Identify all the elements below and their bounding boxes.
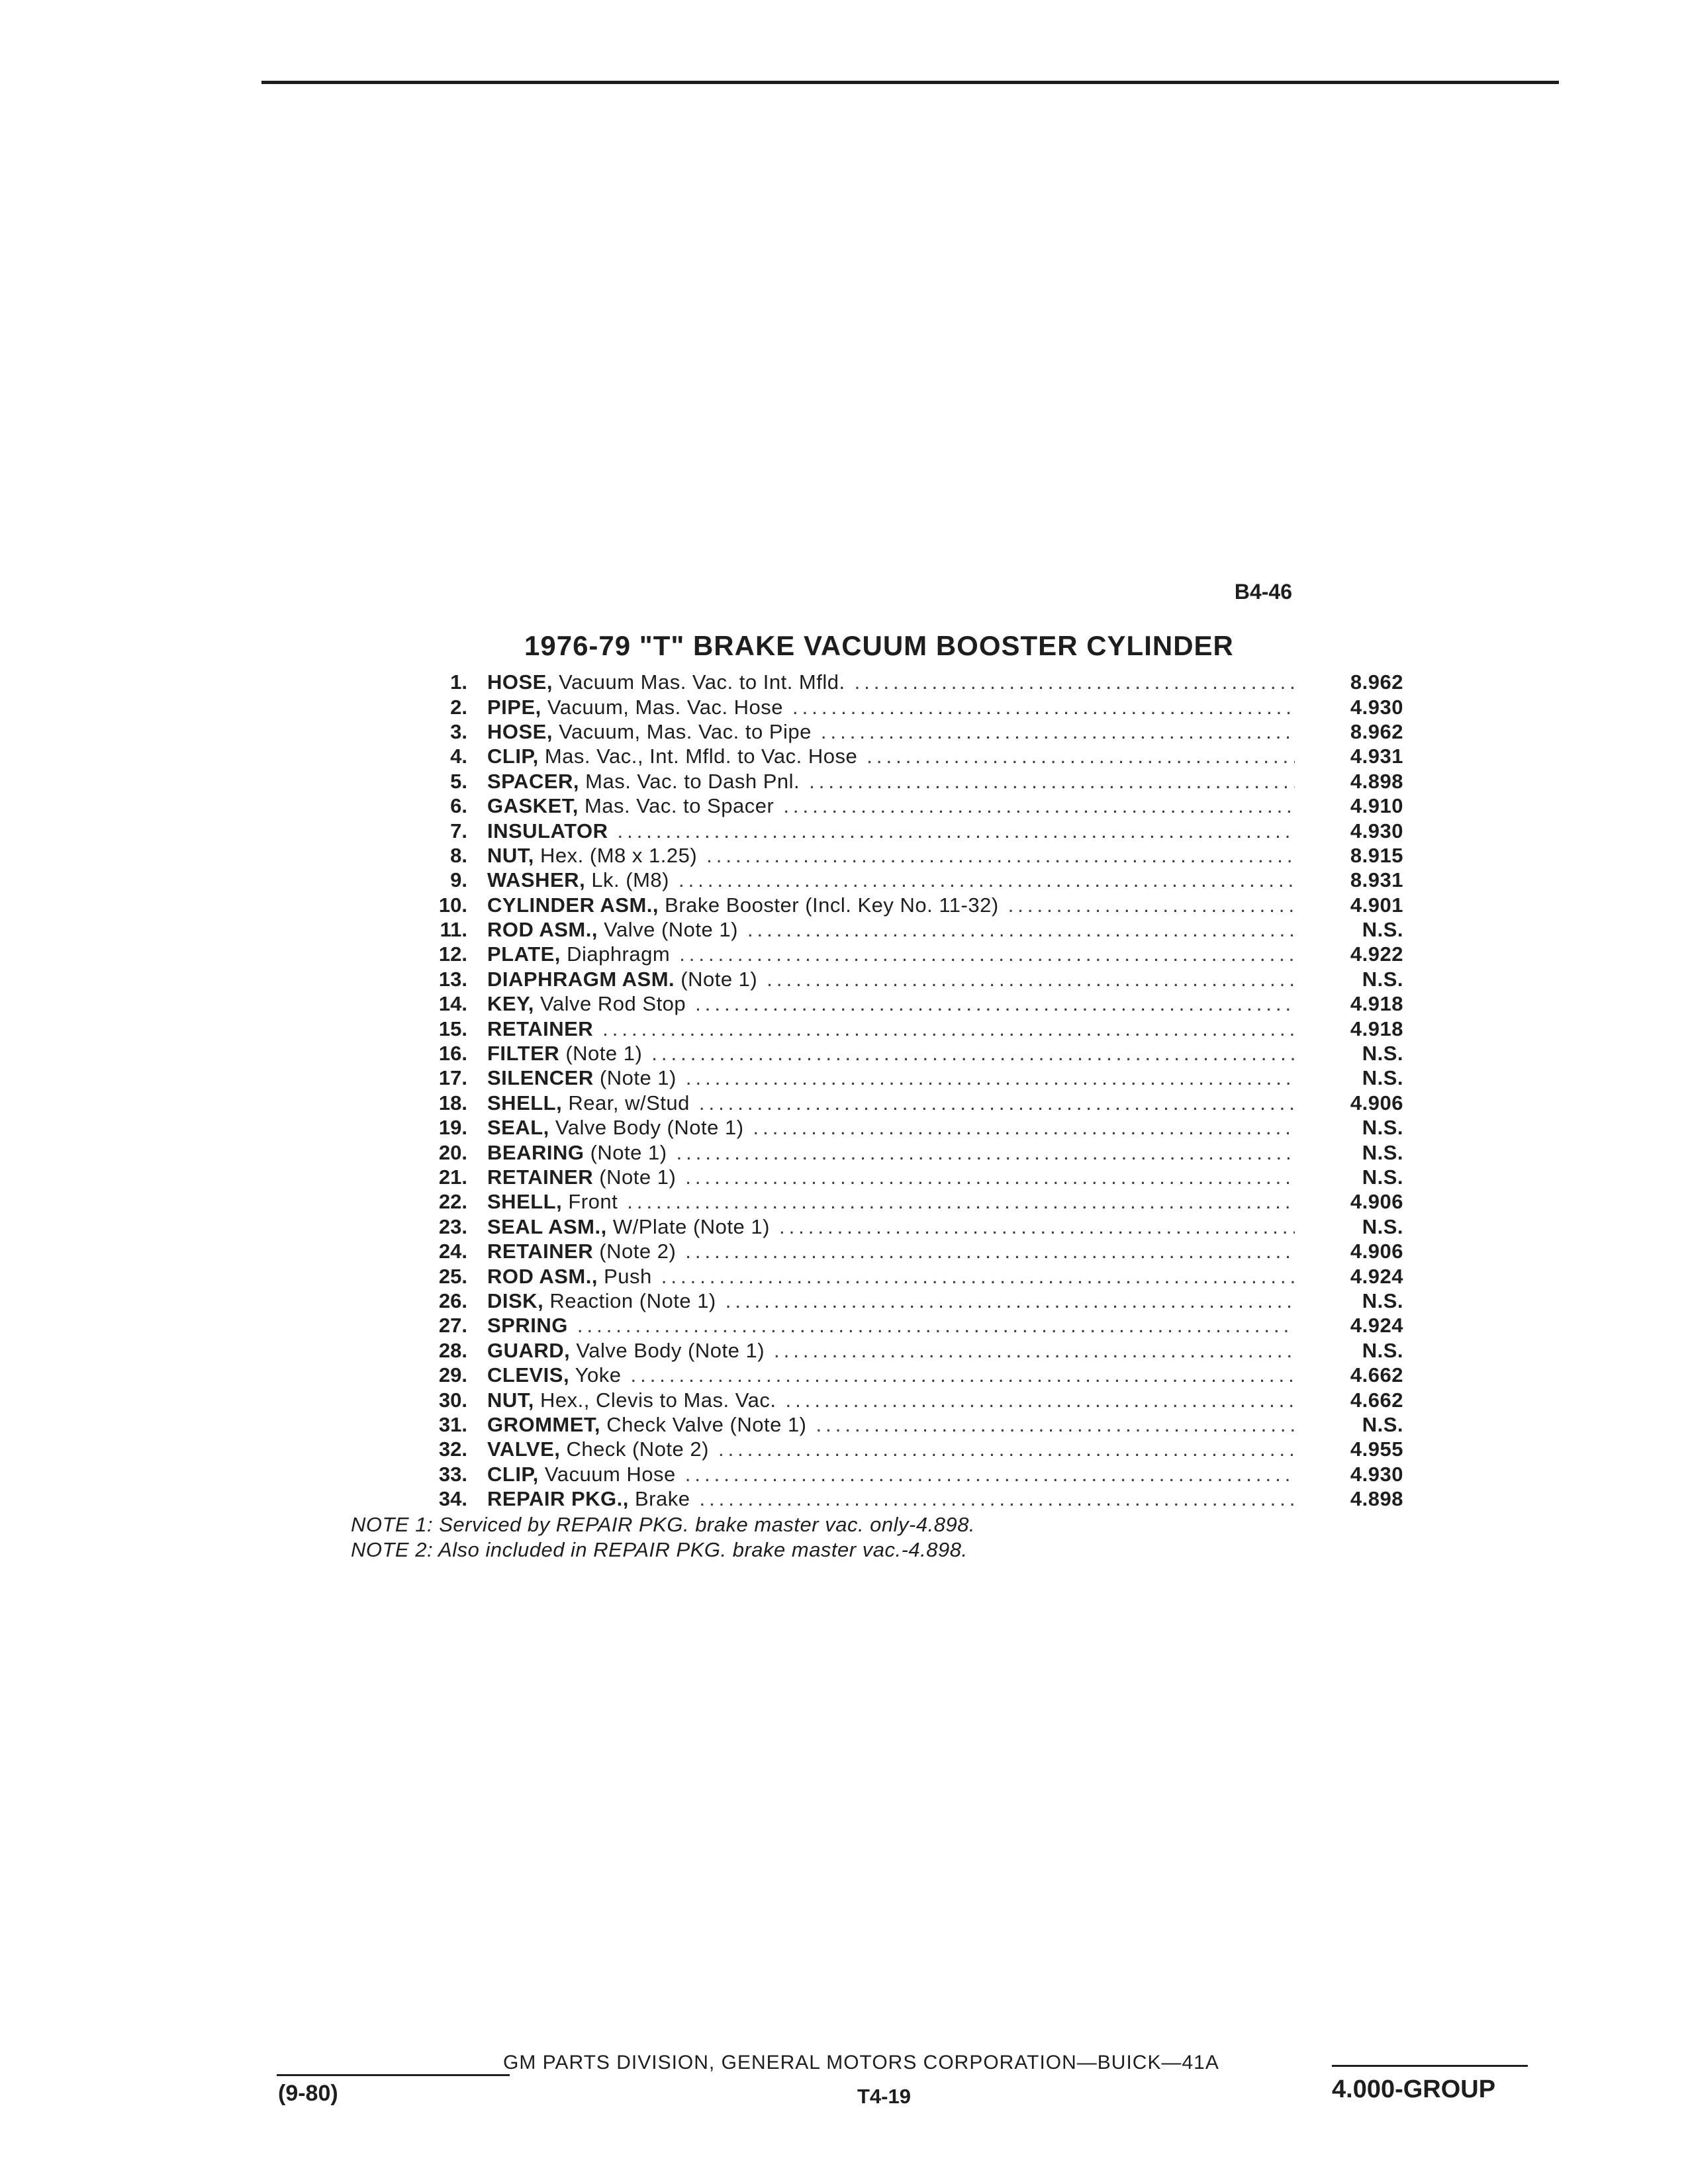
leader-dots: [706, 843, 1295, 868]
part-detail: Vacuum, Mas. Vac. Hose: [547, 695, 784, 719]
part-detail: (Note 1): [599, 1066, 677, 1090]
part-group-ref: N.S.: [1362, 1116, 1403, 1140]
footer-page-number: T4-19: [857, 2085, 911, 2108]
part-detail: Diaphragm: [567, 942, 671, 966]
leader-dots: [685, 1239, 1295, 1263]
leader-dots: [774, 1338, 1295, 1363]
part-description: [487, 1289, 716, 1313]
part-group-ref: 4.662: [1350, 1388, 1403, 1412]
part-row: [410, 1091, 1403, 1115]
part-description: [487, 794, 774, 818]
part-group-ref: 4.906: [1350, 1190, 1403, 1214]
part-group-ref: 4.930: [1350, 819, 1403, 842]
part-name: RETAINER: [487, 1240, 594, 1263]
part-description: [487, 1313, 568, 1338]
part-row: [410, 893, 1403, 917]
leader-dots: [630, 1363, 1295, 1387]
part-description: [487, 1140, 667, 1165]
part-description: [487, 967, 757, 991]
part-group-ref: 4.930: [1350, 695, 1403, 719]
part-group-ref: 4.906: [1350, 1091, 1403, 1115]
part-detail: Mas. Vac. to Dash Pnl.: [585, 769, 800, 793]
leader-dots: [747, 917, 1295, 942]
part-name: ROD ASM.,: [487, 918, 598, 942]
leader-dots: [783, 794, 1295, 818]
part-row: [410, 1041, 1403, 1066]
part-group-ref: 4.930: [1350, 1462, 1403, 1486]
part-row: [410, 1140, 1403, 1164]
part-number: 22.: [438, 1190, 467, 1214]
part-name: SPRING: [487, 1314, 568, 1338]
part-name: SPACER,: [487, 769, 580, 793]
leader-dots: [821, 719, 1295, 744]
leader-dots: [767, 967, 1295, 991]
part-row: [410, 1189, 1403, 1214]
part-number: 34.: [438, 1487, 467, 1511]
footer-publisher: GM PARTS DIVISION, GENERAL MOTORS CORPORATION—BUICK—41A: [503, 2052, 1219, 2073]
part-detail: Valve Rod Stop: [540, 992, 686, 1016]
part-name: NUT,: [487, 1388, 534, 1412]
part-detail: Hex., Clevis to Mas. Vac.: [540, 1388, 776, 1412]
part-number: 27.: [438, 1314, 467, 1338]
part-number: 30.: [438, 1388, 467, 1412]
part-detail: (Note 1): [565, 1042, 643, 1066]
part-group-ref: N.S.: [1362, 1338, 1403, 1362]
part-name: CLIP,: [487, 1462, 539, 1486]
part-name: PLATE,: [487, 942, 561, 966]
part-row: [410, 1363, 1403, 1387]
part-number: 2.: [450, 695, 467, 719]
leader-dots: [617, 819, 1295, 843]
part-description: [487, 917, 738, 942]
part-description: [487, 893, 999, 917]
leader-dots: [679, 868, 1295, 892]
part-name: VALVE,: [487, 1437, 561, 1461]
part-row: [410, 1066, 1403, 1090]
part-row: [410, 1016, 1403, 1040]
leader-dots: [1008, 893, 1295, 917]
leader-dots: [779, 1214, 1295, 1239]
part-group-ref: 4.898: [1350, 1487, 1403, 1511]
part-group-ref: 4.901: [1350, 893, 1403, 917]
part-detail: Brake Booster (Incl. Key No. 11-32): [665, 893, 999, 917]
part-row: [410, 1239, 1403, 1263]
leader-dots: [809, 769, 1295, 794]
part-name: GASKET,: [487, 794, 579, 818]
part-name: RETAINER: [487, 1017, 594, 1040]
leader-dots: [685, 1165, 1295, 1189]
part-description: [487, 1091, 690, 1115]
part-group-ref: 8.962: [1350, 670, 1403, 694]
leader-dots: [753, 1115, 1295, 1140]
part-number: 9.: [450, 868, 467, 892]
part-row: [410, 1412, 1403, 1437]
part-name: GROMMET,: [487, 1412, 601, 1436]
part-detail: Valve (Note 1): [604, 918, 738, 942]
part-group-ref: 4.918: [1350, 992, 1403, 1016]
part-group-ref: 4.906: [1350, 1240, 1403, 1263]
part-group-ref: 4.662: [1350, 1363, 1403, 1387]
leader-dots: [661, 1264, 1295, 1289]
leader-dots: [686, 1066, 1295, 1090]
leader-dots: [627, 1189, 1295, 1214]
page-code: B4-46: [1234, 580, 1292, 604]
part-description: [487, 1165, 676, 1189]
part-row: [410, 1289, 1403, 1313]
part-name: DIAPHRAGM ASM.: [487, 967, 675, 991]
part-detail: Check Valve (Note 1): [606, 1412, 807, 1436]
leader-dots: [816, 1412, 1295, 1437]
part-group-ref: 8.915: [1350, 843, 1403, 867]
part-description: [487, 769, 800, 794]
part-number: 16.: [438, 1042, 467, 1066]
part-row: [410, 694, 1403, 719]
part-detail: Mas. Vac., Int. Mfld. to Vac. Hose: [544, 745, 858, 768]
part-description: [487, 1264, 652, 1289]
part-description: [487, 991, 686, 1016]
part-row: [410, 769, 1403, 794]
footer-group: 4.000-GROUP: [1332, 2075, 1496, 2103]
part-row: [410, 1486, 1403, 1511]
part-group-ref: N.S.: [1362, 1165, 1403, 1189]
part-description: [487, 1115, 744, 1140]
part-row: [410, 1115, 1403, 1140]
part-detail: Hex. (M8 x 1.25): [540, 843, 698, 867]
part-description: [487, 670, 845, 694]
part-name: NUT,: [487, 843, 534, 867]
part-detail: Front: [568, 1190, 618, 1214]
part-row: [410, 1462, 1403, 1486]
leader-dots: [718, 1437, 1295, 1461]
part-description: [487, 1066, 677, 1090]
part-row: [410, 1165, 1403, 1189]
part-name: PIPE,: [487, 695, 541, 719]
part-number: 12.: [438, 942, 467, 966]
part-number: 17.: [438, 1066, 467, 1090]
part-group-ref: 4.922: [1350, 942, 1403, 966]
part-description: [487, 1041, 642, 1066]
leader-dots: [685, 1462, 1295, 1486]
part-number: 11.: [440, 918, 467, 942]
part-number: 29.: [438, 1363, 467, 1387]
part-row: [410, 818, 1403, 842]
part-row: [410, 1263, 1403, 1288]
part-group-ref: N.S.: [1362, 967, 1403, 991]
part-description: [487, 1462, 676, 1486]
part-name: SHELL,: [487, 1190, 563, 1214]
part-number: 7.: [450, 819, 467, 842]
part-description: [487, 695, 783, 719]
page-title: 1976-79 "T" BRAKE VACUUM BOOSTER CYLINDER: [524, 630, 1234, 661]
part-name: REPAIR PKG.,: [487, 1487, 629, 1511]
part-number: 31.: [438, 1412, 467, 1436]
leader-dots: [577, 1313, 1295, 1338]
part-detail: Lk. (M8): [591, 868, 669, 892]
part-name: RETAINER: [487, 1165, 594, 1189]
part-name: DISK,: [487, 1289, 544, 1312]
part-detail: Vacuum Hose: [544, 1462, 676, 1486]
part-name: ROD ASM.,: [487, 1264, 598, 1288]
part-group-ref: 4.918: [1350, 1017, 1403, 1040]
part-number: 3.: [450, 719, 467, 743]
part-detail: (Note 1): [680, 967, 758, 991]
leader-dots: [602, 1017, 1295, 1041]
leader-dots: [695, 991, 1295, 1016]
part-name: CYLINDER ASM.,: [487, 893, 659, 917]
part-number: 28.: [438, 1338, 467, 1362]
part-number: 21.: [438, 1165, 467, 1189]
part-detail: Yoke: [575, 1363, 622, 1387]
part-detail: Reaction (Note 1): [549, 1289, 716, 1312]
parts-list: [410, 670, 1403, 1511]
part-name: CLIP,: [487, 745, 539, 768]
part-description: [487, 1214, 770, 1239]
part-number: 1.: [450, 670, 467, 694]
part-detail: Vacuum, Mas. Vac. to Pipe: [559, 719, 812, 743]
leader-dots: [726, 1289, 1295, 1313]
part-group-ref: N.S.: [1362, 1412, 1403, 1436]
leader-dots: [792, 695, 1295, 719]
part-name: SILENCER: [487, 1066, 594, 1090]
part-row: [410, 1214, 1403, 1239]
part-number: 26.: [438, 1289, 467, 1312]
part-group-ref: 4.955: [1350, 1437, 1403, 1461]
part-name: WASHER,: [487, 868, 586, 892]
part-name: KEY,: [487, 992, 534, 1016]
part-detail: Valve Body (Note 1): [576, 1338, 765, 1362]
part-name: INSULATOR: [487, 819, 608, 842]
part-detail: Vacuum Mas. Vac. to Int. Mfld.: [559, 670, 845, 694]
part-row: [410, 744, 1403, 768]
part-detail: (Note 2): [599, 1240, 677, 1263]
part-number: 14.: [438, 992, 467, 1016]
part-description: [487, 1437, 709, 1461]
part-row: [410, 1437, 1403, 1461]
part-row: [410, 917, 1403, 942]
note-1: NOTE 1: Serviced by REPAIR PKG. brake master vac. only-4.898.: [351, 1513, 976, 1536]
part-row: [410, 843, 1403, 868]
part-row: [410, 670, 1403, 694]
part-name: SEAL,: [487, 1116, 549, 1140]
part-detail: Check (Note 2): [566, 1437, 709, 1461]
part-group-ref: 4.898: [1350, 769, 1403, 793]
part-name: BEARING: [487, 1140, 585, 1164]
part-detail: (Note 1): [590, 1140, 667, 1164]
top-rule: [261, 81, 1559, 84]
leader-dots: [699, 1091, 1295, 1115]
part-group-ref: 4.910: [1350, 794, 1403, 818]
part-description: [487, 1412, 807, 1437]
part-detail: Brake: [634, 1487, 690, 1511]
part-name: HOSE,: [487, 719, 553, 743]
part-row: [410, 1313, 1403, 1338]
part-group-ref: N.S.: [1362, 1042, 1403, 1066]
part-number: 25.: [438, 1264, 467, 1288]
leader-dots: [855, 670, 1295, 694]
part-row: [410, 991, 1403, 1016]
leader-dots: [677, 1140, 1295, 1165]
note-2: NOTE 2: Also included in REPAIR PKG. brake master vac.-4.898.: [351, 1538, 968, 1561]
part-description: [487, 1363, 621, 1387]
part-detail: Mas. Vac. to Spacer: [584, 794, 774, 818]
part-group-ref: 8.931: [1350, 868, 1403, 892]
part-detail: Valve Body (Note 1): [555, 1116, 744, 1140]
part-number: 10.: [438, 893, 467, 917]
part-description: [487, 1388, 776, 1412]
part-description: [487, 1338, 765, 1363]
part-row: [410, 1387, 1403, 1412]
part-number: 33.: [438, 1462, 467, 1486]
part-group-ref: N.S.: [1362, 1289, 1403, 1312]
part-number: 18.: [438, 1091, 467, 1115]
part-name: SHELL,: [487, 1091, 563, 1115]
part-number: 20.: [438, 1140, 467, 1164]
leader-dots: [785, 1388, 1295, 1412]
part-group-ref: 4.924: [1350, 1314, 1403, 1338]
leader-dots: [867, 744, 1295, 768]
part-group-ref: 8.962: [1350, 719, 1403, 743]
leader-dots: [679, 942, 1295, 966]
part-number: 24.: [438, 1240, 467, 1263]
part-group-ref: 4.924: [1350, 1264, 1403, 1288]
leader-dots: [699, 1486, 1295, 1511]
part-description: [487, 819, 608, 843]
part-number: 15.: [438, 1017, 467, 1040]
part-number: 19.: [438, 1116, 467, 1140]
part-description: [487, 843, 697, 868]
part-group-ref: 4.931: [1350, 745, 1403, 768]
part-number: 6.: [450, 794, 467, 818]
part-row: [410, 942, 1403, 966]
part-name: FILTER: [487, 1042, 560, 1066]
part-row: [410, 794, 1403, 818]
part-description: [487, 1486, 690, 1511]
part-number: 13.: [438, 967, 467, 991]
part-name: HOSE,: [487, 670, 553, 694]
part-description: [487, 1239, 676, 1263]
part-number: 32.: [438, 1437, 467, 1461]
footer-rule-left: [277, 2074, 510, 2076]
part-description: [487, 868, 669, 892]
leader-dots: [651, 1041, 1295, 1066]
part-group-ref: N.S.: [1362, 1214, 1403, 1238]
part-detail: Rear, w/Stud: [568, 1091, 690, 1115]
part-row: [410, 967, 1403, 991]
part-number: 5.: [450, 769, 467, 793]
part-row: [410, 719, 1403, 744]
part-description: [487, 744, 857, 768]
part-name: SEAL ASM.,: [487, 1214, 607, 1238]
part-name: GUARD,: [487, 1338, 571, 1362]
part-group-ref: N.S.: [1362, 1140, 1403, 1164]
part-description: [487, 942, 670, 966]
part-row: [410, 1338, 1403, 1363]
part-detail: Push: [604, 1264, 652, 1288]
part-number: 23.: [438, 1214, 467, 1238]
part-detail: W/Plate (Note 1): [612, 1214, 770, 1238]
part-group-ref: N.S.: [1362, 1066, 1403, 1090]
part-group-ref: N.S.: [1362, 918, 1403, 942]
part-name: CLEVIS,: [487, 1363, 570, 1387]
part-description: [487, 1017, 593, 1041]
part-number: 8.: [450, 843, 467, 867]
footer-rule-right: [1332, 2065, 1528, 2067]
part-description: [487, 719, 812, 744]
footer-date: (9-80): [278, 2081, 338, 2106]
part-detail: (Note 1): [599, 1165, 677, 1189]
part-number: 4.: [450, 745, 467, 768]
part-description: [487, 1189, 618, 1214]
part-row: [410, 868, 1403, 892]
